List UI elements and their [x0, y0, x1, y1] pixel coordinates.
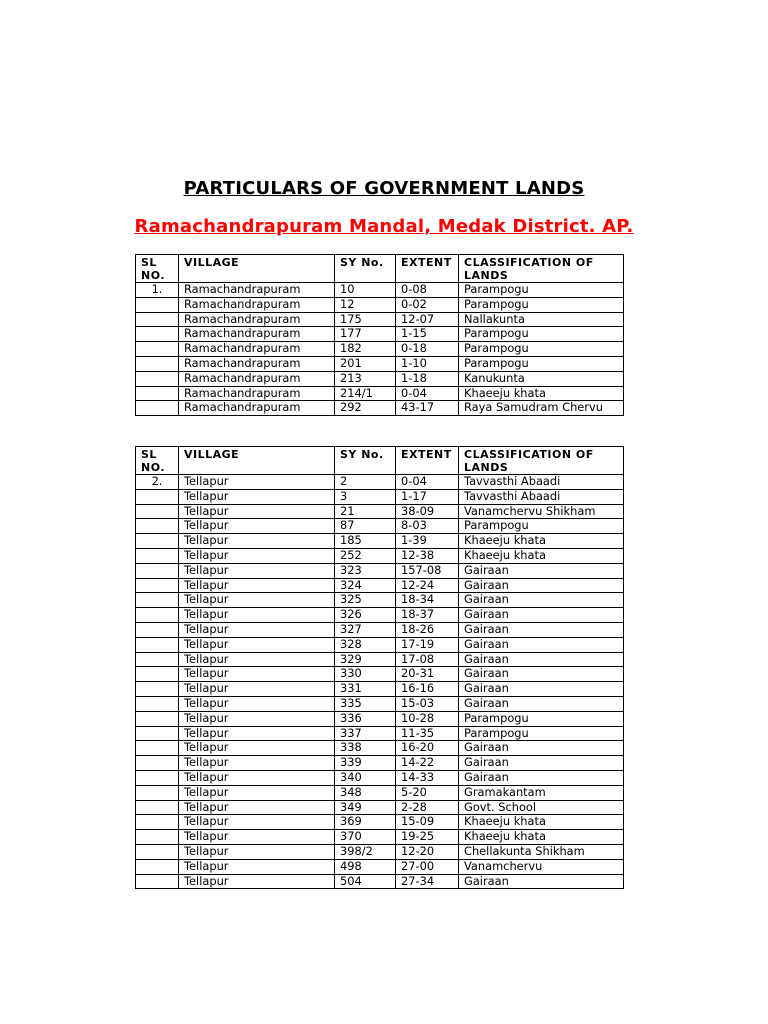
cell-extent: 8-03 — [396, 519, 459, 534]
table-row — [136, 563, 624, 578]
cell-village: Ramachandrapuram — [179, 342, 335, 357]
cell-classification: Vanamchervu — [459, 859, 624, 874]
cell-sy-no: 348 — [335, 785, 396, 800]
cell-extent: 27-00 — [396, 859, 459, 874]
cell-classification: Gairaan — [459, 593, 624, 608]
cell-sl-no — [136, 608, 179, 623]
cell-extent: 0-02 — [396, 297, 459, 312]
cell-classification: Gairaan — [459, 696, 624, 711]
cell-village: Ramachandrapuram — [179, 283, 335, 298]
table-row — [136, 386, 624, 401]
table-row — [136, 637, 624, 652]
cell-sy-no: 335 — [335, 696, 396, 711]
cell-sl-no — [136, 770, 179, 785]
cell-sl-no — [136, 297, 179, 312]
table-row — [136, 815, 624, 830]
cell-extent: 0-04 — [396, 475, 459, 490]
cell-classification: Parampogu — [459, 297, 624, 312]
cell-extent: 14-22 — [396, 756, 459, 771]
cell-village: Tellapur — [179, 637, 335, 652]
cell-sy-no: 10 — [335, 283, 396, 298]
cell-sy-no: 177 — [335, 327, 396, 342]
table-row — [136, 800, 624, 815]
cell-extent: 0-18 — [396, 342, 459, 357]
table-row — [136, 578, 624, 593]
cell-extent: 43-17 — [396, 401, 459, 416]
cell-classification: Gairaan — [459, 563, 624, 578]
cell-village: Tellapur — [179, 785, 335, 800]
cell-classification: Kanukunta — [459, 371, 624, 386]
cell-sl-no — [136, 327, 179, 342]
cell-village: Tellapur — [179, 519, 335, 534]
cell-village: Tellapur — [179, 726, 335, 741]
cell-extent: 20-31 — [396, 667, 459, 682]
cell-extent: 12-38 — [396, 548, 459, 563]
cell-sl-no — [136, 342, 179, 357]
cell-sl-no — [136, 504, 179, 519]
cell-village: Tellapur — [179, 563, 335, 578]
cell-sl-no — [136, 711, 179, 726]
cell-extent: 18-37 — [396, 608, 459, 623]
cell-classification: Gairaan — [459, 578, 624, 593]
cell-village: Ramachandrapuram — [179, 386, 335, 401]
cell-classification: Gramakantam — [459, 785, 624, 800]
cell-sl-no — [136, 386, 179, 401]
cell-sl-no — [136, 593, 179, 608]
cell-sl-no — [136, 696, 179, 711]
cell-sy-no: 292 — [335, 401, 396, 416]
cell-sy-no: 185 — [335, 534, 396, 549]
cell-classification: Gairaan — [459, 756, 624, 771]
cell-classification: Govt. School — [459, 800, 624, 815]
cell-classification: Nallakunta — [459, 312, 624, 327]
cell-sl-no — [136, 830, 179, 845]
table-header-row — [136, 255, 624, 283]
cell-village: Tellapur — [179, 608, 335, 623]
cell-village: Tellapur — [179, 815, 335, 830]
header-extent: EXTENT — [396, 447, 459, 475]
table-row — [136, 356, 624, 371]
cell-sl-no — [136, 563, 179, 578]
cell-village: Tellapur — [179, 830, 335, 845]
cell-sy-no: 398/2 — [335, 844, 396, 859]
cell-sy-no: 339 — [335, 756, 396, 771]
cell-extent: 1-15 — [396, 327, 459, 342]
cell-sy-no: 87 — [335, 519, 396, 534]
cell-sy-no: 340 — [335, 770, 396, 785]
cell-village: Tellapur — [179, 874, 335, 889]
cell-sl-no — [136, 682, 179, 697]
table-row — [136, 342, 624, 357]
cell-sl-no — [136, 519, 179, 534]
cell-sl-no — [136, 859, 179, 874]
cell-classification: Gairaan — [459, 622, 624, 637]
cell-classification: Gairaan — [459, 741, 624, 756]
cell-sy-no: 349 — [335, 800, 396, 815]
table-row — [136, 593, 624, 608]
cell-classification: Vanamchervu Shikham — [459, 504, 624, 519]
cell-extent: 11-35 — [396, 726, 459, 741]
cell-classification: Parampogu — [459, 711, 624, 726]
cell-classification: Gairaan — [459, 770, 624, 785]
cell-sl-no — [136, 356, 179, 371]
table-row — [136, 711, 624, 726]
cell-sl-no — [136, 815, 179, 830]
cell-sl-no — [136, 741, 179, 756]
cell-sl-no — [136, 578, 179, 593]
cell-village: Tellapur — [179, 504, 335, 519]
cell-sl-no: 1. — [136, 283, 179, 298]
cell-extent: 1-18 — [396, 371, 459, 386]
cell-village: Ramachandrapuram — [179, 297, 335, 312]
cell-extent: 157-08 — [396, 563, 459, 578]
cell-village: Tellapur — [179, 475, 335, 490]
cell-village: Ramachandrapuram — [179, 327, 335, 342]
cell-village: Tellapur — [179, 652, 335, 667]
cell-classification: Khaeeju khata — [459, 830, 624, 845]
cell-sy-no: 504 — [335, 874, 396, 889]
cell-sl-no — [136, 844, 179, 859]
table-row — [136, 859, 624, 874]
cell-sy-no: 338 — [335, 741, 396, 756]
cell-extent: 18-34 — [396, 593, 459, 608]
table-row — [136, 667, 624, 682]
table-row — [136, 283, 624, 298]
cell-sy-no: 3 — [335, 489, 396, 504]
cell-sy-no: 329 — [335, 652, 396, 667]
cell-sl-no — [136, 312, 179, 327]
land-table-ramachandrapuram — [135, 254, 624, 416]
cell-sy-no: 12 — [335, 297, 396, 312]
cell-classification: Parampogu — [459, 283, 624, 298]
cell-sl-no — [136, 489, 179, 504]
cell-classification: Gairaan — [459, 652, 624, 667]
cell-extent: 14-33 — [396, 770, 459, 785]
cell-sy-no: 498 — [335, 859, 396, 874]
cell-classification: Gairaan — [459, 874, 624, 889]
cell-village: Tellapur — [179, 859, 335, 874]
cell-village: Tellapur — [179, 578, 335, 593]
cell-extent: 12-20 — [396, 844, 459, 859]
cell-village: Tellapur — [179, 534, 335, 549]
cell-sy-no: 182 — [335, 342, 396, 357]
table-row — [136, 489, 624, 504]
cell-village: Tellapur — [179, 800, 335, 815]
cell-sl-no — [136, 800, 179, 815]
cell-village: Tellapur — [179, 667, 335, 682]
cell-sy-no: 252 — [335, 548, 396, 563]
table-row — [136, 756, 624, 771]
cell-sy-no: 370 — [335, 830, 396, 845]
cell-extent: 1-17 — [396, 489, 459, 504]
cell-sl-no — [136, 534, 179, 549]
table-row — [136, 696, 624, 711]
cell-sl-no — [136, 874, 179, 889]
cell-sy-no: 2 — [335, 475, 396, 490]
cell-extent: 27-34 — [396, 874, 459, 889]
cell-extent: 16-16 — [396, 682, 459, 697]
cell-extent: 15-09 — [396, 815, 459, 830]
cell-sy-no: 328 — [335, 637, 396, 652]
cell-extent: 1-10 — [396, 356, 459, 371]
cell-village: Tellapur — [179, 844, 335, 859]
cell-extent: 17-08 — [396, 652, 459, 667]
cell-extent: 0-04 — [396, 386, 459, 401]
cell-village: Tellapur — [179, 593, 335, 608]
cell-village: Tellapur — [179, 489, 335, 504]
cell-classification: Raya Samudram Chervu — [459, 401, 624, 416]
table-row — [136, 874, 624, 889]
cell-sl-no — [136, 667, 179, 682]
cell-extent: 12-24 — [396, 578, 459, 593]
cell-sl-no — [136, 622, 179, 637]
table-row — [136, 608, 624, 623]
table-row — [136, 726, 624, 741]
table-row — [136, 519, 624, 534]
table-row — [136, 371, 624, 386]
cell-sy-no: 213 — [335, 371, 396, 386]
header-sl-no: SL NO. — [136, 255, 179, 283]
cell-classification: Parampogu — [459, 342, 624, 357]
cell-sy-no: 325 — [335, 593, 396, 608]
header-classification: CLASSIFICATION OF LANDS — [459, 255, 624, 283]
header-sy-no: SY No. — [335, 447, 396, 475]
header-sl-no: SL NO. — [136, 447, 179, 475]
cell-sl-no — [136, 785, 179, 800]
cell-classification: Khaeeju khata — [459, 534, 624, 549]
cell-extent: 16-20 — [396, 741, 459, 756]
cell-classification: Gairaan — [459, 608, 624, 623]
table-row — [136, 548, 624, 563]
table-row — [136, 504, 624, 519]
table-header-row — [136, 447, 624, 475]
cell-sl-no — [136, 726, 179, 741]
cell-village: Tellapur — [179, 770, 335, 785]
cell-extent: 18-26 — [396, 622, 459, 637]
cell-classification: Khaeeju khata — [459, 815, 624, 830]
table-row — [136, 327, 624, 342]
cell-sy-no: 336 — [335, 711, 396, 726]
cell-extent: 5-20 — [396, 785, 459, 800]
page-subtitle: Ramachandrapuram Mandal, Medak District. AP. — [134, 216, 634, 237]
cell-extent: 0-08 — [396, 283, 459, 298]
cell-sy-no: 369 — [335, 815, 396, 830]
cell-village: Tellapur — [179, 622, 335, 637]
table-row — [136, 475, 624, 490]
cell-sy-no: 175 — [335, 312, 396, 327]
cell-classification: Parampogu — [459, 356, 624, 371]
cell-sl-no — [136, 756, 179, 771]
cell-classification: Khaeeju khata — [459, 386, 624, 401]
cell-classification: Parampogu — [459, 726, 624, 741]
cell-sy-no: 201 — [335, 356, 396, 371]
cell-sl-no: 2. — [136, 475, 179, 490]
cell-extent: 19-25 — [396, 830, 459, 845]
cell-village: Ramachandrapuram — [179, 356, 335, 371]
cell-extent: 17-19 — [396, 637, 459, 652]
table-row — [136, 622, 624, 637]
cell-sy-no: 214/1 — [335, 386, 396, 401]
table-row — [136, 652, 624, 667]
table-row — [136, 770, 624, 785]
table-row — [136, 741, 624, 756]
cell-extent: 1-39 — [396, 534, 459, 549]
header-village: VILLAGE — [179, 447, 335, 475]
cell-extent: 10-28 — [396, 711, 459, 726]
table-row — [136, 830, 624, 845]
cell-classification: Parampogu — [459, 327, 624, 342]
header-classification: CLASSIFICATION OF LANDS — [459, 447, 624, 475]
cell-sl-no — [136, 637, 179, 652]
cell-classification: Chellakunta Shikham — [459, 844, 624, 859]
table-row — [136, 682, 624, 697]
land-table-tellapur — [135, 446, 624, 889]
table-row — [136, 534, 624, 549]
cell-sy-no: 21 — [335, 504, 396, 519]
table-row — [136, 297, 624, 312]
cell-sy-no: 337 — [335, 726, 396, 741]
cell-extent: 15-03 — [396, 696, 459, 711]
cell-village: Ramachandrapuram — [179, 401, 335, 416]
table-row — [136, 312, 624, 327]
cell-classification: Khaeeju khata — [459, 548, 624, 563]
cell-classification: Tavvasthi Abaadi — [459, 475, 624, 490]
cell-sy-no: 323 — [335, 563, 396, 578]
cell-classification: Parampogu — [459, 519, 624, 534]
cell-village: Ramachandrapuram — [179, 312, 335, 327]
cell-village: Ramachandrapuram — [179, 371, 335, 386]
cell-village: Tellapur — [179, 682, 335, 697]
cell-extent: 12-07 — [396, 312, 459, 327]
cell-sy-no: 330 — [335, 667, 396, 682]
cell-village: Tellapur — [179, 548, 335, 563]
cell-extent: 38-09 — [396, 504, 459, 519]
cell-village: Tellapur — [179, 756, 335, 771]
cell-classification: Gairaan — [459, 682, 624, 697]
cell-classification: Gairaan — [459, 667, 624, 682]
cell-sy-no: 324 — [335, 578, 396, 593]
table-row — [136, 785, 624, 800]
header-extent: EXTENT — [396, 255, 459, 283]
table-row — [136, 401, 624, 416]
cell-sy-no: 327 — [335, 622, 396, 637]
header-sy-no: SY No. — [335, 255, 396, 283]
cell-classification: Tavvasthi Abaadi — [459, 489, 624, 504]
cell-sl-no — [136, 401, 179, 416]
table-row — [136, 844, 624, 859]
cell-village: Tellapur — [179, 696, 335, 711]
cell-sl-no — [136, 371, 179, 386]
cell-sy-no: 331 — [335, 682, 396, 697]
cell-sy-no: 326 — [335, 608, 396, 623]
cell-sl-no — [136, 652, 179, 667]
page-title: PARTICULARS OF GOVERNMENT LANDS — [183, 178, 585, 199]
cell-sl-no — [136, 548, 179, 563]
cell-extent: 2-28 — [396, 800, 459, 815]
header-village: VILLAGE — [179, 255, 335, 283]
cell-village: Tellapur — [179, 741, 335, 756]
cell-classification: Gairaan — [459, 637, 624, 652]
cell-village: Tellapur — [179, 711, 335, 726]
